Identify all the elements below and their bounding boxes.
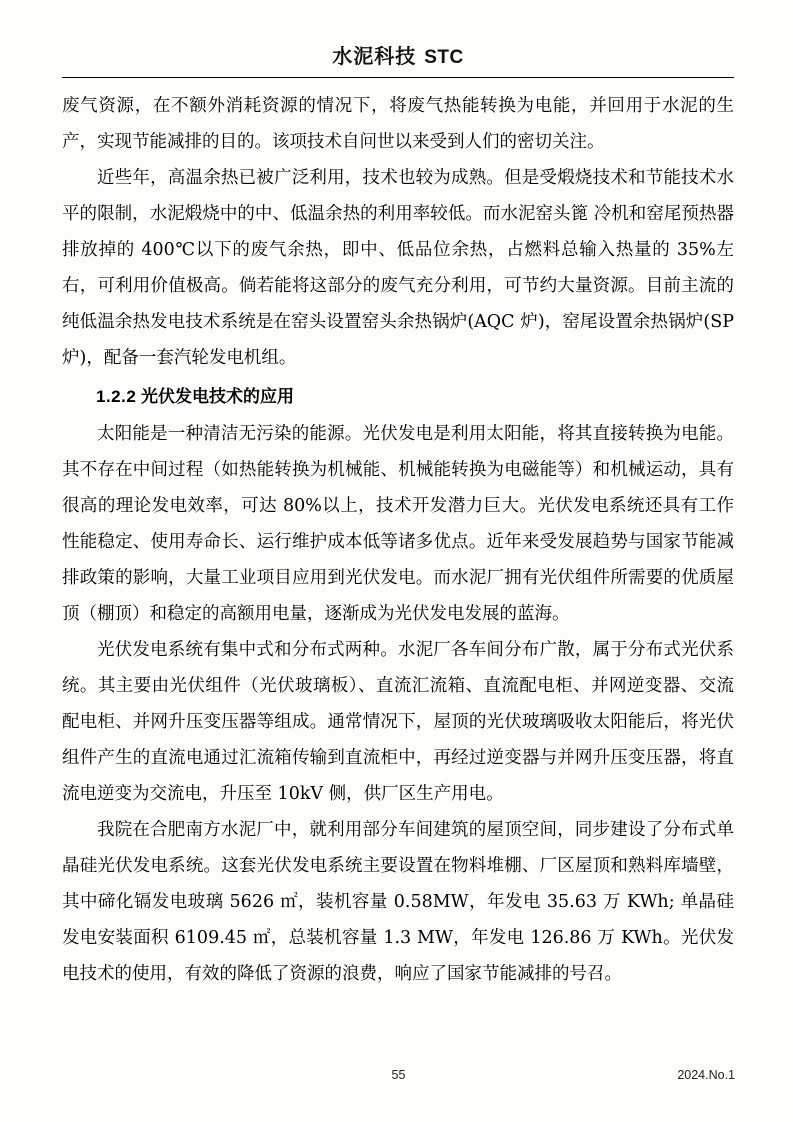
page-number: 55: [391, 1068, 406, 1082]
header-divider: [62, 77, 734, 78]
article-body: [62, 88, 734, 992]
paragraph-1: 废气资源，在不额外消耗资源的情况下，将废气热能转换为电能，并回用于水泥的生产，实现节能减排的目的。该项技术自问世以来受到人们的密切关注。: [62, 96, 734, 152]
paragraph-4: 光伏发电系统有集中式和分布式两种。水泥厂各车间分布广散，属于分布式光伏系统。其主要由光伏组件（光伏玻璃板）、直流汇流箱、直流配电柜、并网逆变器、交流配电柜、并网升压变压器等组成。通常情况下，屋顶的光伏玻璃吸收太阳能后，将光伏组件产生的直流电通过汇流箱传输到直流柜中，再经过逆变器与并网升压变压器，将直流电逆变为交流电，升压至 10kV 侧，供厂区生产用电。: [62, 640, 734, 804]
issue-label: 2024.No.1: [677, 1068, 735, 1082]
section-heading-text: 光伏发电技术的应用: [141, 387, 295, 406]
page-content-area: [62, 40, 734, 992]
paragraph-2: 近些年，高温余热已被广泛利用，技术也较为成熟。但是受煅烧技术和节能技术水平的限制，水泥煅烧中的中、低温余热的利用率较低。而水泥窑头篦 冷机和窑尾预热器排放掉的 400℃以下的废气余热，即中、低品位余热，占燃料总输入热量的 35%左右，可利用价值极高。倘若能将这部分的废气充分利用，可节约大量资源。目前主流的纯低温余热发电技术系统是在窑头设置窑头余热锅炉(AQC 炉)，窑尾设置余热锅炉(SP 炉)，配备一套汽轮发电机组。: [62, 168, 734, 368]
journal-title: 水泥科技: [332, 44, 417, 68]
page-header: [62, 40, 734, 77]
section-number: 1.2.2: [96, 387, 137, 406]
paragraph-3: 太阳能是一种清洁无污染的能源。光伏发电是利用太阳能，将其直接转换为电能。其不存在中间过程（如热能转换为机械能、机械能转换为电磁能等）和机械运动，具有很高的理论发电效率，可达 80%以上，技术开发潜力巨大。光伏发电系统还具有工作性能稳定、使用寿命长、运行维护成本低等诸多优点。近年来受发展趋势与国家节能减排政策的影响，大量工业项目应用到光伏发电。而水泥厂拥有光伏组件所需要的优质屋顶（棚顶）和稳定的高额用电量，逐渐成为光伏发电发展的蓝海。: [62, 424, 734, 624]
journal-abbreviation: STC: [424, 47, 464, 68]
paragraph-5: 我院在合肥南方水泥厂中，就利用部分车间建筑的屋顶空间，同步建设了分布式单晶硅光伏发电系统。这套光伏发电系统主要设置在物料堆棚、厂区屋顶和熟料库墙壁，其中碲化镉发电玻璃 5626 ㎡，装机容量 0.58MW，年发电 35.63 万 KWh; 单晶硅发电安装面积 6109.45 ㎡，总装机容量 1.3 MW，年发电 126.86 万 KWh。光伏发电技术的使用，有效的降低了资源的浪费，响应了国家节能减排的号召。: [62, 820, 734, 984]
page-footer: [62, 1068, 735, 1088]
section-heading: [62, 378, 734, 416]
